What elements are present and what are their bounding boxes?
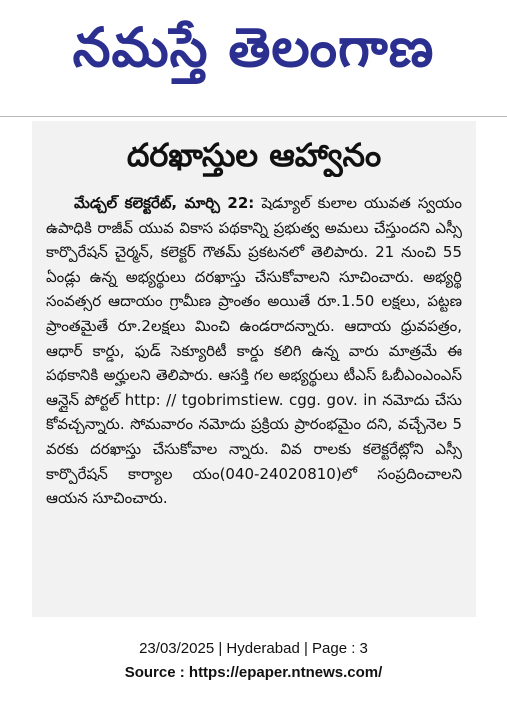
- article-text: షెడ్యూల్ కులాల యువత స్వయం ఉపాధికి రాజీవ్ యువ వికాస పథకాన్ని ప్రభుత్వ అమలు చేస్తుందని ఎస్సీ కార్పొరేషన్ చైర్మన్, కలెక్టర్ గౌతమ్ ప్రకటనలో తెలిపారు. 21 నుంచి 55 ఏండ్లు ఉన్న అభ్యర్థులు దరఖాస్తు చేసుకోవాలని సూచించారు. అభ్యర్థి సంవత్సర ఆదాయం గ్రామీణ ప్రాంతం అయితే రూ.1.50 లక్షలు, పట్టణ ప్రాంతమైతే రూ.2లక్షలు మించి ఉండరాదన్నారు. ఆదాయ ధ్రువపత్రం, ఆధార్ కార్డు, ఫుడ్ సెక్యూరిటీ కార్డు కలిగి ఉన్న వారు మాత్రమే ఈ పథకానికి అర్హులని తెలిపారు. ఆసక్తి గల అభ్యర్థులు టీఎస్ ఓబీఎంఎంఎస్ ఆన్లైన్ పోర్టల్ http: // tgobrimstiew. cgg. gov. in నమోదు చేసు కోవచ్చన్నారు. సోమవారం నమోదు ప్రక్రియ ప్రారంభమైం దని, వచ్చేనెల 5 వరకు దరఖాస్తు చేసుకోవాల న్నారు. వివ రాలకు కలెక్టరేట్లోని ఎస్సీ కార్పొరేషన్ కార్యాల యం(040-24020810)లో సంప్రదించాలని ఆయన సూచించారు.: [46, 194, 462, 508]
- article-body: [46, 191, 462, 511]
- source-link: Source : https://epaper.ntnews.com/: [124, 664, 383, 681]
- article-headline: దరఖాస్తుల ఆహ్వానం: [126, 136, 382, 174]
- publication-info: 23/03/2025 | Hyderabad | Page : 3: [139, 640, 368, 657]
- masthead-divider: [0, 116, 507, 117]
- masthead-logo-text: నమస్తే తెలంగాణ: [72, 15, 435, 79]
- news-clipping: [32, 121, 476, 617]
- newspaper-masthead: [0, 0, 507, 108]
- article-dateline: మేడ్చల్ కలెక్టరేట్, మార్చి 22:: [74, 194, 255, 212]
